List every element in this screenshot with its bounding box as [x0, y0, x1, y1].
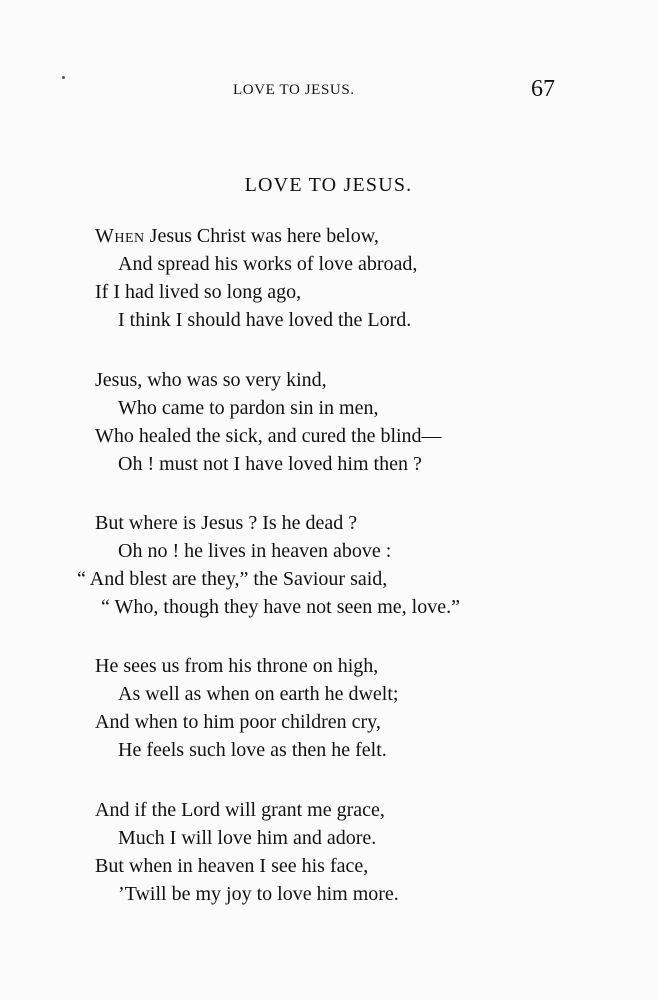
poem-line: But where is Jesus ? Is he dead ? [95, 512, 358, 534]
poem-line: And spread his works of love abroad, [118, 253, 418, 275]
running-title: LOVE TO JESUS. [233, 82, 355, 98]
poem-line: I think I should have loved the Lord. [118, 309, 412, 331]
poem-line: “ Who, though they have not seen me, love.” [101, 596, 460, 618]
poem-line: Oh no ! he lives in heaven above : [118, 540, 392, 562]
poem-line: Who healed the sick, and cured the blind— [95, 425, 442, 447]
poem-line: And if the Lord will grant me grace, [95, 799, 385, 821]
poem-line: Jesus, who was so very kind, [95, 369, 327, 391]
poem-line: He feels such love as then he felt. [118, 739, 387, 761]
poem-line [95, 224, 379, 248]
poem-line: Much I will love him and adore. [118, 827, 377, 849]
poem-line: Who came to pardon sin in men, [118, 397, 379, 419]
page-number: 67 [531, 76, 555, 102]
poem-line: He sees us from his throne on high, [95, 655, 379, 677]
poem-line: As well as when on earth he dwelt; [118, 683, 399, 705]
poem-line: And when to him poor children cry, [95, 711, 381, 733]
poem-line: ’Twill be my joy to love him more. [118, 883, 399, 905]
poem-line: If I had lived so long ago, [95, 281, 302, 303]
poem-line: But when in heaven I see his face, [95, 855, 369, 877]
poem-line: “ And blest are they,” the Saviour said, [77, 568, 388, 590]
poem-line: Oh ! must not I have loved him then ? [118, 453, 422, 475]
running-head [0, 76, 657, 106]
print-speck [62, 76, 65, 79]
first-word: When [95, 225, 145, 247]
poem-title: LOVE TO JESUS. [244, 174, 413, 196]
line-text: Jesus Christ was here below, [144, 225, 379, 247]
